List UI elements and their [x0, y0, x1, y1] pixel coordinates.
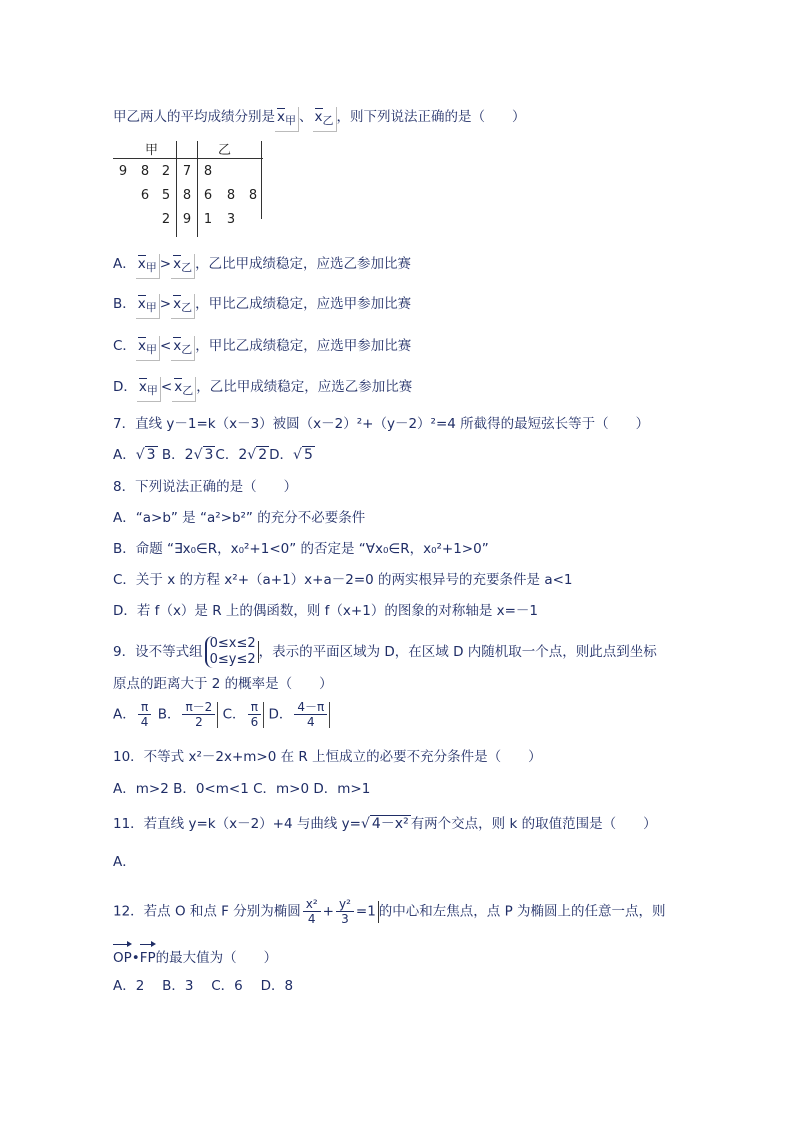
- fraction: [182, 700, 215, 729]
- stem-value: 7: [182, 164, 192, 179]
- numerator: π－2: [182, 700, 215, 715]
- leaf-jia: 8: [140, 164, 150, 179]
- leaf-jia: 6: [140, 188, 150, 203]
- q12-line2-text: 的最大值为（ ）: [155, 950, 278, 966]
- stem-value: 8: [182, 188, 192, 203]
- option-letter: C．: [222, 706, 246, 723]
- option-letter: D．: [269, 447, 294, 463]
- option-text: ，甲比乙成绩稳定，应选甲参加比赛: [195, 338, 412, 354]
- mean-jia: [275, 107, 299, 132]
- option-text: ，甲比乙成绩稳定，应选甲参加比赛: [195, 296, 412, 312]
- intro-separator: 、: [299, 109, 313, 125]
- fraction: [294, 700, 327, 729]
- subscript-yi: 乙: [322, 114, 334, 127]
- radical: √ 4－x²: [360, 816, 409, 832]
- relation-symbol: >: [159, 296, 172, 312]
- q8-option-b: B．命题 “∃x₀∈R，x₀²+1<0” 的否定是 “∀x₀∈R，x₀²+1>0”: [113, 541, 489, 557]
- subscript-jia: 甲: [146, 384, 158, 397]
- leaf-jia: 9: [118, 164, 128, 179]
- option-letter: C．: [215, 447, 239, 463]
- intro-suffix: ，则下列说法正确的是（ ）: [336, 109, 526, 125]
- radicand: 3: [146, 447, 156, 463]
- option-letter: A．: [113, 706, 136, 723]
- q8-stem: 8．下列说法正确的是（ ）: [113, 479, 298, 495]
- subscript-jia: 甲: [285, 114, 296, 127]
- leaf-yi: 8: [248, 188, 258, 203]
- header-yi: 乙: [218, 143, 232, 158]
- option-letter: B．: [161, 447, 185, 463]
- q10-stem: 10．不等式 x²－2x+m>0 在 R 上恒成立的必要不充分条件是（ ）: [113, 749, 542, 765]
- radicand: 4－x²: [371, 816, 409, 832]
- q11-stem: [113, 814, 657, 834]
- radical-coefficient: 2: [238, 447, 248, 463]
- subscript-jia: 甲: [145, 343, 157, 356]
- numerator: π: [138, 700, 152, 715]
- numerator: π: [248, 700, 262, 715]
- ellipse-term-y: [336, 897, 354, 926]
- option-letter: A．: [113, 256, 136, 272]
- mean-yi: [171, 336, 195, 361]
- xbar-symbol: x: [174, 379, 183, 395]
- stem-divider-left: [176, 141, 177, 237]
- option-letter: B．: [157, 706, 181, 723]
- formula-border: [217, 702, 218, 728]
- dot-product-symbol: •: [131, 950, 140, 966]
- subscript-yi: 乙: [182, 384, 194, 397]
- leaf-yi: 1: [203, 212, 213, 227]
- subscript-yi: 乙: [181, 343, 193, 356]
- xbar-symbol: x: [137, 256, 146, 272]
- inequality-x: 0≤x≤2: [209, 636, 256, 651]
- q11-option-a: A．: [113, 854, 136, 870]
- q9-prefix: 9．设不等式组: [113, 644, 203, 660]
- radical: 2√ 2: [238, 447, 268, 463]
- q12-prefix: 12．若点 O 和点 F 分别为椭圆: [113, 903, 301, 920]
- denominator: 4: [307, 715, 315, 729]
- q11-suffix: 有两个交点，则 k 的取值范围是（ ）: [410, 816, 657, 832]
- q10-options: A．m>2 B．0<m<1 C．m>0 D．m>1: [113, 781, 371, 797]
- mean-jia: [136, 336, 160, 361]
- denominator: 4: [140, 715, 149, 729]
- q6-option-a: [113, 254, 411, 279]
- radical: 2√ 3: [184, 447, 214, 463]
- relation-symbol: >: [159, 256, 172, 272]
- header-jia: 甲: [145, 143, 159, 158]
- option-text: ，乙比甲成绩稳定，应选乙参加比赛: [195, 256, 412, 272]
- denominator: 3: [341, 912, 349, 926]
- question-6-intro: [113, 107, 526, 132]
- radicand: 2: [258, 447, 268, 463]
- radical-coefficient: 2: [184, 447, 194, 463]
- xbar-symbol: x: [137, 338, 146, 354]
- fraction: [138, 700, 152, 729]
- option-text: ，乙比甲成绩稳定，应选乙参加比赛: [196, 379, 413, 395]
- q6-option-b: [113, 294, 411, 319]
- formula-border: [329, 702, 330, 728]
- xbar-symbol: x: [277, 109, 285, 125]
- formula-border: [263, 702, 264, 728]
- option-letter: D．: [268, 706, 293, 723]
- ellipse-term-x: [303, 897, 321, 926]
- leaf-yi: 8: [203, 164, 213, 179]
- vector-fp: FP: [140, 942, 156, 968]
- option-letter: A．: [113, 447, 136, 463]
- stem-value: 9: [182, 212, 192, 227]
- mean-yi: [313, 107, 337, 132]
- leaf-yi: 6: [203, 188, 213, 203]
- leaf-jia: 5: [161, 188, 171, 203]
- leaf-jia: 2: [161, 212, 171, 227]
- numerator: x²: [303, 897, 321, 912]
- relation-symbol: <: [160, 379, 173, 395]
- subscript-yi: 乙: [181, 301, 193, 314]
- q9-stem-line2: 原点的距离大于 2 的概率是（ ）: [113, 676, 333, 692]
- denominator: 6: [250, 715, 259, 729]
- q9-stem-line1: [113, 636, 657, 668]
- xbar-symbol: x: [173, 338, 182, 354]
- q9-suffix: ，表示的平面区域为 D，在区域 D 内随机取一个点，则此点到坐标: [258, 644, 657, 660]
- q12-suffix: 的中心和左焦点，点 P 为椭圆上的任意一点，则: [378, 903, 666, 920]
- q6-option-c: [113, 336, 411, 361]
- denominator: 4: [307, 912, 316, 926]
- mean-jia: [137, 377, 161, 402]
- mean-yi: [172, 377, 196, 402]
- relation-symbol: <: [159, 338, 172, 354]
- stem-divider-right: [197, 141, 198, 237]
- stem-leaf-plot: [113, 139, 263, 239]
- radicand: 5: [303, 447, 313, 463]
- subscript-jia: 甲: [145, 261, 157, 274]
- q11-prefix: 11．若直线 y=k（x－2）+4 与曲线 y=: [113, 816, 361, 832]
- mean-jia: [136, 294, 160, 319]
- q6-option-d: [113, 377, 412, 402]
- q8-option-d: D．若 f（x）是 R 上的偶函数，则 f（x+1）的图象的对称轴是 x=－1: [113, 603, 539, 619]
- q9-options: [113, 700, 330, 729]
- equals-one: =1: [355, 903, 376, 920]
- option-letter: D．: [113, 379, 137, 395]
- intro-prefix: 甲乙两人的平均成绩分别是: [113, 109, 275, 125]
- q12-stem-line1: [113, 897, 666, 926]
- option-letter: C．: [113, 338, 136, 354]
- numerator: 4－π: [294, 700, 327, 715]
- inequality-y: 0≤y≤2: [209, 652, 256, 667]
- xbar-symbol: x: [314, 109, 323, 125]
- q8-option-a: A．“a>b” 是 “a²>b²” 的充分不必要条件: [113, 510, 366, 526]
- xbar-symbol: x: [173, 296, 182, 312]
- leaf-jia: 2: [161, 164, 171, 179]
- inequality-system: [205, 636, 256, 668]
- xbar-symbol: x: [137, 296, 146, 312]
- leaf-yi: 8: [226, 188, 236, 203]
- numerator: y²: [336, 897, 354, 912]
- radical: √ 3: [135, 447, 156, 463]
- option-letter: B．: [113, 296, 136, 312]
- q12-stem-line2: [113, 942, 277, 968]
- xbar-symbol: x: [138, 379, 147, 395]
- mean-yi: [171, 294, 195, 319]
- fraction: [248, 700, 262, 729]
- q8-option-c: C．关于 x 的方程 x²+（a+1）x+a－2=0 的两实根异号的充要条件是 a<1: [113, 572, 573, 588]
- q7-stem: 7．直线 y－1=k（x－3）被圆（x－2）²+（y－2）²=4 所截得的最短弦长等于（ ）: [113, 416, 650, 432]
- table-edge: [261, 141, 262, 219]
- denominator: 2: [195, 715, 203, 729]
- q12-options: A．2 B．3 C．6 D．8: [113, 978, 294, 994]
- plus-sign: +: [322, 903, 334, 920]
- mean-yi: [171, 254, 195, 279]
- radical: √ 5: [293, 447, 313, 463]
- radicand: 3: [204, 447, 214, 463]
- header-divider: [113, 158, 263, 159]
- mean-jia: [136, 254, 160, 279]
- subscript-jia: 甲: [145, 301, 157, 314]
- xbar-symbol: x: [173, 256, 182, 272]
- vector-op: OP: [113, 942, 132, 968]
- q7-options: [113, 445, 315, 465]
- subscript-yi: 乙: [181, 261, 193, 274]
- leaf-yi: 3: [226, 212, 236, 227]
